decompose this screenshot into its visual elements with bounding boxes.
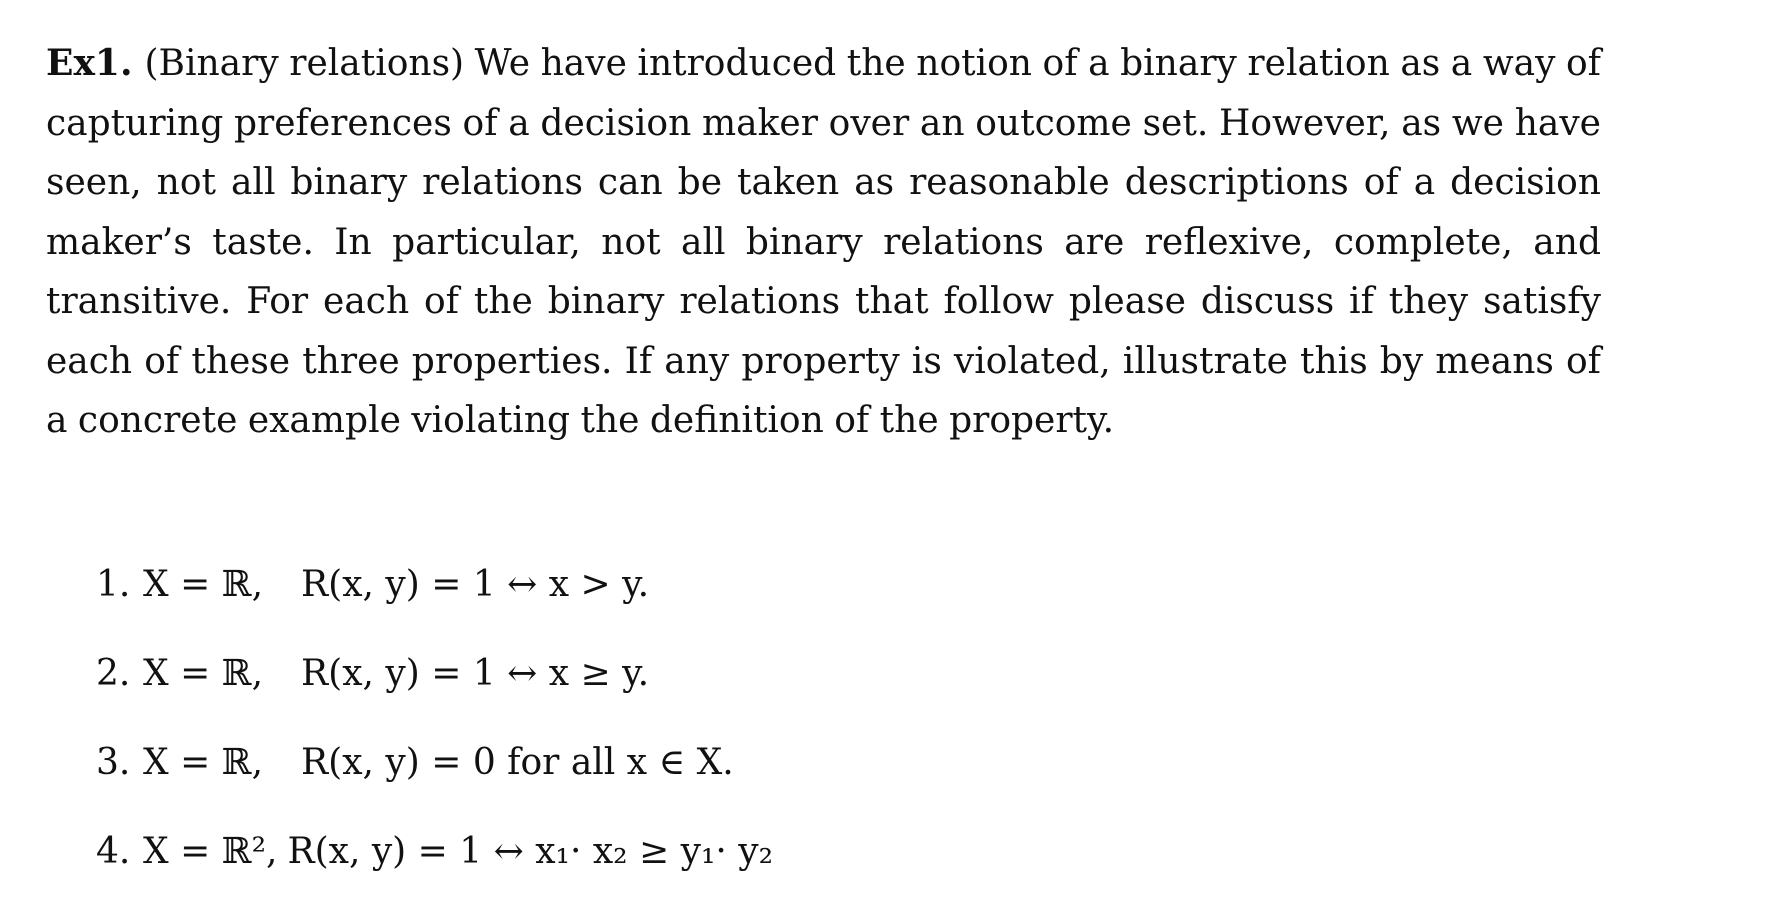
list-item bbox=[96, 629, 773, 718]
item-domain: X = ℝ, bbox=[143, 742, 264, 783]
item-number: 2. bbox=[96, 653, 131, 694]
exercise-paragraph bbox=[46, 34, 1601, 451]
relation-list bbox=[96, 540, 773, 896]
exercise-text: (Binary relations) We have introduced the notion of a binary relation as a way of capturing preferences of a decision maker over an outcome set. However, as we have seen, not all binary relations can be taken as reasonable descriptions of a decision maker’s taste. In particular, not all binary relations are reflexive, complete, and transitive. For each of the binary relations that follow please discuss if they satisfy each of these three properties. If any property is violated, illustrate this by means of a concrete example violating the definition of the property. bbox=[46, 43, 1601, 441]
exercise-label: Ex1. bbox=[46, 42, 133, 84]
list-item bbox=[96, 540, 773, 629]
item-domain: X = ℝ, bbox=[143, 564, 264, 605]
item-number: 1. bbox=[96, 564, 131, 605]
list-item bbox=[96, 807, 773, 896]
item-number: 3. bbox=[96, 742, 131, 783]
item-number: 4. bbox=[96, 831, 131, 872]
item-relation: R(x, y) = 0 for all x ∈ X. bbox=[301, 742, 734, 783]
item-relation: R(x, y) = 1 ↔ x > y. bbox=[301, 564, 650, 605]
item-relation: R(x, y) = 1 ↔ x ≥ y. bbox=[301, 653, 650, 694]
item-domain: X = ℝ², bbox=[143, 831, 278, 872]
item-relation: R(x, y) = 1 ↔ x₁· x₂ ≥ y₁· y₂ bbox=[287, 831, 774, 872]
item-domain: X = ℝ, bbox=[143, 653, 264, 694]
list-item bbox=[96, 718, 773, 807]
